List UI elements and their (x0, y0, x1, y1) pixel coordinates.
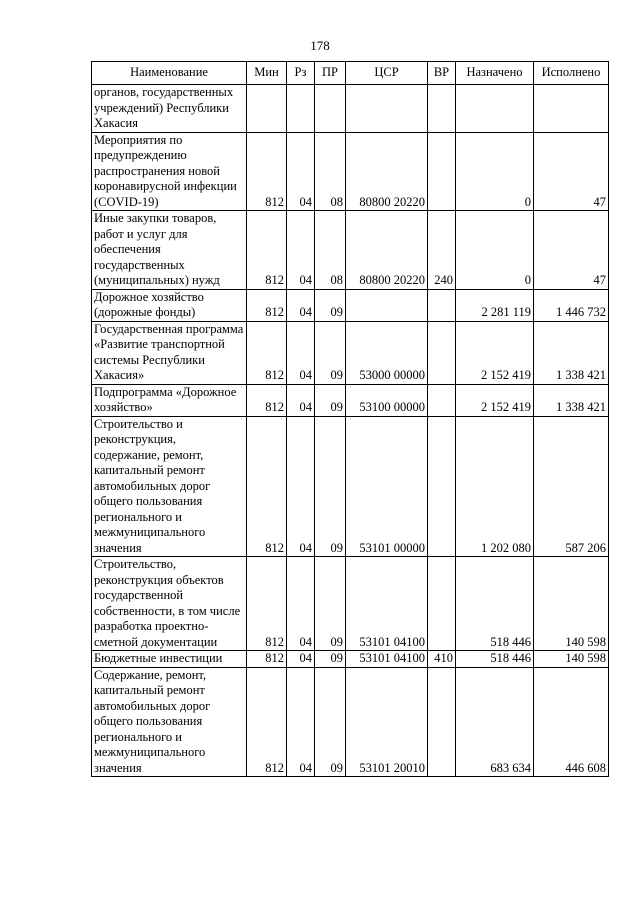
row-pr: 09 (315, 384, 346, 416)
row-name: Государственная программа «Развитие транспортной системы Республики Хакасия» (92, 321, 247, 384)
row-assigned: 2 152 419 (456, 384, 534, 416)
row-name: Бюджетные инвестиции (92, 651, 247, 668)
row-csr: 53000 00000 (346, 321, 428, 384)
table-row (92, 651, 609, 668)
header-name: Наименование (92, 62, 247, 85)
row-name: Строительство и реконструкция, содержание, ремонт, капитальный ремонт автомобильных дорог общего пользования регионального и межмуниципального значения (92, 416, 247, 557)
row-pr: 08 (315, 132, 346, 211)
row-min: 812 (247, 384, 287, 416)
row-min: 812 (247, 416, 287, 557)
row-assigned (456, 85, 534, 133)
row-rz (287, 85, 315, 133)
row-min: 812 (247, 557, 287, 651)
row-min: 812 (247, 132, 287, 211)
table-row (92, 667, 609, 777)
row-executed: 1 338 421 (534, 321, 609, 384)
row-pr: 09 (315, 289, 346, 321)
row-vr (428, 557, 456, 651)
row-executed: 140 598 (534, 557, 609, 651)
row-rz: 04 (287, 321, 315, 384)
row-executed: 1 446 732 (534, 289, 609, 321)
row-vr (428, 384, 456, 416)
row-min (247, 85, 287, 133)
table-row (92, 321, 609, 384)
table-header-row (92, 62, 609, 85)
row-name: Строительство, реконструкция объектов государственной собственности, в том числе разработка проектно-сметной документации (92, 557, 247, 651)
table-row (92, 211, 609, 290)
header-vr: ВР (428, 62, 456, 85)
row-vr (428, 321, 456, 384)
row-pr: 09 (315, 557, 346, 651)
row-rz: 04 (287, 384, 315, 416)
table-row (92, 557, 609, 651)
row-rz: 04 (287, 651, 315, 668)
row-csr: 80800 20220 (346, 211, 428, 290)
row-pr: 09 (315, 667, 346, 777)
row-rz: 04 (287, 289, 315, 321)
row-rz: 04 (287, 211, 315, 290)
table-row (92, 132, 609, 211)
row-assigned: 1 202 080 (456, 416, 534, 557)
row-csr: 53100 00000 (346, 384, 428, 416)
header-executed: Исполнено (534, 62, 609, 85)
row-assigned: 2 281 119 (456, 289, 534, 321)
row-executed: 1 338 421 (534, 384, 609, 416)
row-rz: 04 (287, 416, 315, 557)
row-name: Содержание, ремонт, капитальный ремонт автомобильных дорог общего пользования регионального и межмуниципального значения (92, 667, 247, 777)
row-csr (346, 289, 428, 321)
header-pr: ПР (315, 62, 346, 85)
row-name: Подпрограмма «Дорожное хозяйство» (92, 384, 247, 416)
header-rz: Рз (287, 62, 315, 85)
row-pr: 08 (315, 211, 346, 290)
row-assigned: 2 152 419 (456, 321, 534, 384)
row-vr (428, 667, 456, 777)
header-min: Мин (247, 62, 287, 85)
row-vr: 240 (428, 211, 456, 290)
row-name: Дорожное хозяйство (дорожные фонды) (92, 289, 247, 321)
row-assigned: 518 446 (456, 651, 534, 668)
row-vr (428, 85, 456, 133)
row-csr: 53101 04100 (346, 557, 428, 651)
row-executed: 587 206 (534, 416, 609, 557)
table-row (92, 384, 609, 416)
table-row (92, 85, 609, 133)
row-vr (428, 289, 456, 321)
row-vr (428, 416, 456, 557)
header-assigned: Назначено (456, 62, 534, 85)
row-min: 812 (247, 289, 287, 321)
row-executed: 47 (534, 132, 609, 211)
page-number: 178 (310, 38, 330, 53)
table-row (92, 289, 609, 321)
row-name: Иные закупки товаров, работ и услуг для обеспечения государственных (муниципальных) нужд (92, 211, 247, 290)
row-min: 812 (247, 321, 287, 384)
row-rz: 04 (287, 667, 315, 777)
row-assigned: 683 634 (456, 667, 534, 777)
row-csr (346, 85, 428, 133)
row-rz: 04 (287, 132, 315, 211)
row-pr: 09 (315, 651, 346, 668)
row-assigned: 0 (456, 211, 534, 290)
row-assigned: 0 (456, 132, 534, 211)
row-pr: 09 (315, 416, 346, 557)
row-executed (534, 85, 609, 133)
table-row (92, 416, 609, 557)
row-name: органов, государственных учреждений) Республики Хакасия (92, 85, 247, 133)
row-executed: 446 608 (534, 667, 609, 777)
header-csr: ЦСР (346, 62, 428, 85)
row-min: 812 (247, 667, 287, 777)
row-min: 812 (247, 211, 287, 290)
row-rz: 04 (287, 557, 315, 651)
budget-table (91, 61, 609, 777)
row-name: Мероприятия по предупреждению распространения новой коронавирусной инфекции (COVID-19) (92, 132, 247, 211)
row-vr (428, 132, 456, 211)
row-min: 812 (247, 651, 287, 668)
row-executed: 140 598 (534, 651, 609, 668)
row-csr: 80800 20220 (346, 132, 428, 211)
row-csr: 53101 04100 (346, 651, 428, 668)
row-pr: 09 (315, 321, 346, 384)
row-vr: 410 (428, 651, 456, 668)
row-csr: 53101 20010 (346, 667, 428, 777)
row-csr: 53101 00000 (346, 416, 428, 557)
row-assigned: 518 446 (456, 557, 534, 651)
row-pr (315, 85, 346, 133)
row-executed: 47 (534, 211, 609, 290)
